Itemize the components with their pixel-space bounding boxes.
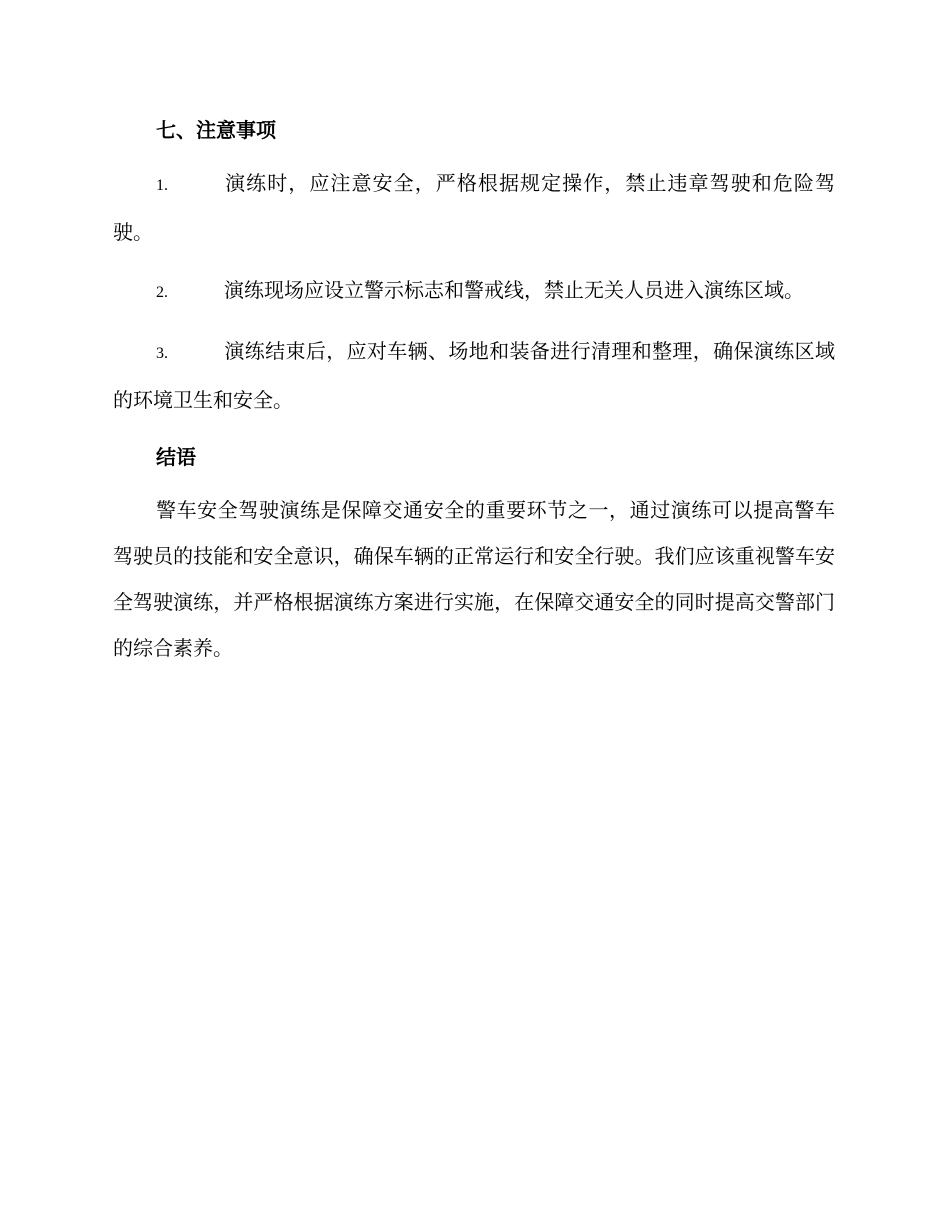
- list-item-text: 演练结束后，应对车辆、场地和装备进行清理和整理，确保演练区域的环境卫生和安全。: [113, 339, 835, 412]
- document-content: [113, 108, 835, 671]
- list-item: [113, 160, 835, 255]
- list-item: [113, 328, 835, 423]
- list-item-number: 3.: [156, 345, 168, 362]
- list-item-text: 演练现场应设立警示标志和警戒线，禁止无关人员进入演练区域。: [224, 278, 804, 302]
- conclusion-paragraph: 警车安全驾驶演练是保障交通安全的重要环节之一，通过演练可以提高警车驾驶员的技能和安全意识，确保车辆的正常运行和安全行驶。我们应该重视警车安全驾驶演练，并严格根据演练方案进行实施，在保障交通安全的同时提高交警部门的综合素养。: [113, 498, 835, 660]
- list-item-number: 1.: [156, 177, 168, 194]
- list-item-text: 演练时，应注意安全，严格根据规定操作，禁止违章驾驶和危险驾驶。: [113, 171, 835, 244]
- list-item: [113, 267, 835, 316]
- list-item-number: 2.: [156, 284, 168, 301]
- section-heading-conclusion: 结语: [156, 445, 196, 469]
- section-heading-precautions: 七、注意事项: [156, 118, 276, 142]
